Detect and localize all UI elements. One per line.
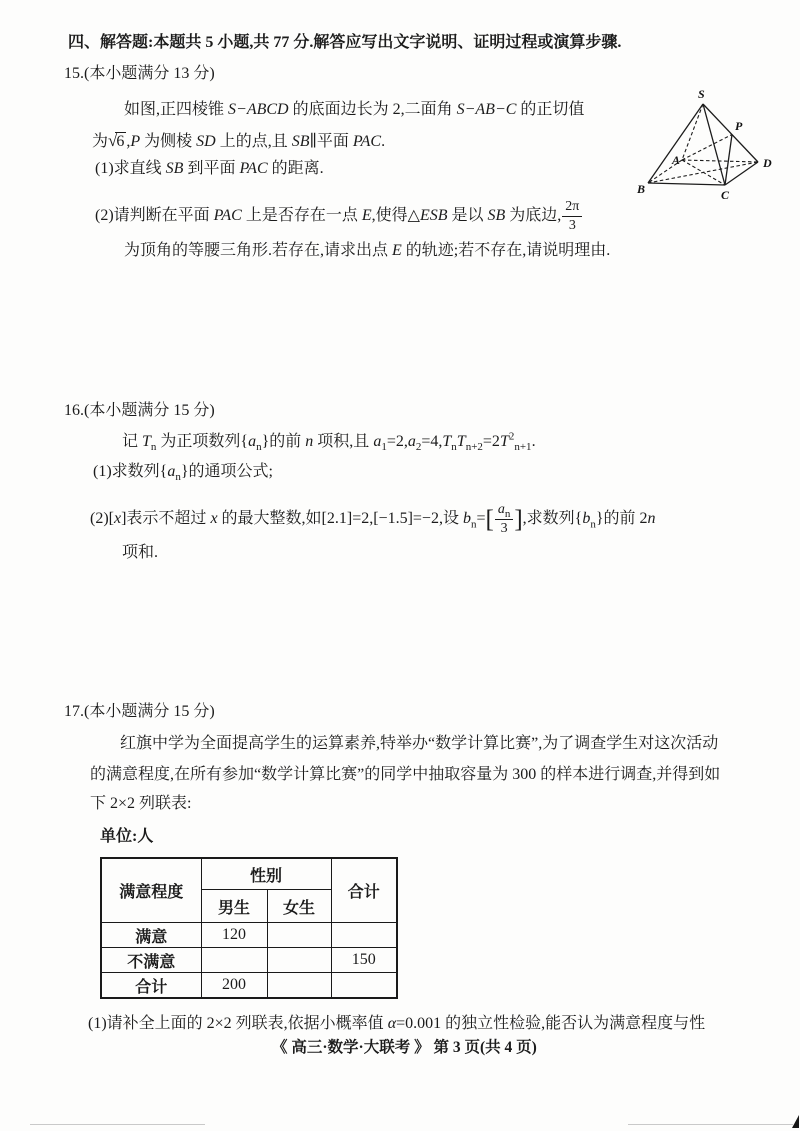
vertex-label-s: S bbox=[698, 87, 705, 101]
cell-unsatisfied-female bbox=[267, 948, 331, 973]
q15-intro-line2: 为√6 ,P 为侧棱 SD 上的点,且 SB∥平面 PAC. bbox=[92, 131, 386, 150]
q17-title: 17.(本小题满分 15 分) bbox=[64, 703, 215, 720]
edge-pc bbox=[725, 135, 732, 186]
cell-satisfied-total bbox=[331, 923, 397, 948]
q17-body-line1: 红旗中学为全面提高学生的运算素养,特举办“数学计算比赛”,为了调查学生对这次活动 bbox=[120, 735, 719, 752]
edge-sa bbox=[682, 104, 703, 160]
q15-part1: (1)求直线 SB 到平面 PAC 的距离. bbox=[95, 160, 324, 177]
table-header-total: 合计 bbox=[331, 858, 397, 923]
unit-label: 单位:人 bbox=[100, 828, 154, 845]
vertex-label-p: P bbox=[735, 119, 743, 133]
vertex-label-d: D bbox=[763, 156, 772, 170]
page-footer: 《 高三·数学·大联考 》 第 3 页(共 4 页) bbox=[272, 1039, 537, 1056]
row-label-satisfied: 满意 bbox=[101, 923, 201, 948]
edge-bc bbox=[648, 183, 725, 185]
table-header-satisfaction: 满意程度 bbox=[101, 858, 201, 923]
cell-total-female bbox=[267, 973, 331, 999]
table-row bbox=[101, 923, 397, 948]
cell-total-male: 200 bbox=[201, 973, 267, 999]
edge-ad bbox=[682, 160, 758, 162]
vertex-label-b: B bbox=[637, 182, 646, 196]
table-row bbox=[101, 948, 397, 973]
q16-part2-line2: 项和. bbox=[122, 544, 159, 561]
scan-corner-mark bbox=[792, 1115, 799, 1128]
q16-intro: 记 $T_n$ 为正项数列$\{a_n\}$的前 n 项积,且 $a_1=2,a_2=4,T_nT_{n+2}=2T^2_{n+1}$. bbox=[122, 430, 536, 454]
cell-unsatisfied-male bbox=[201, 948, 267, 973]
cell-satisfied-male: 120 bbox=[201, 923, 267, 948]
table-header-female: 女生 bbox=[267, 890, 331, 923]
q15-title: 15.(本小题满分 13 分) bbox=[64, 65, 215, 82]
vertex-label-c: C bbox=[721, 188, 730, 202]
q17-part1: (1)请补全上面的 2×2 列联表,依据小概率值 α=0.001 的独立性检验,能否认为满意程度与性 bbox=[88, 1015, 706, 1032]
row-label-total: 合计 bbox=[101, 973, 201, 999]
q17-body-line2: 的满意程度,在所有参加“数学计算比赛”的同学中抽取容量为 300 的样本进行调查,并得到如 bbox=[90, 766, 721, 783]
table-row bbox=[101, 973, 397, 999]
table-header-male: 男生 bbox=[201, 890, 267, 923]
q16-title: 16.(本小题满分 15 分) bbox=[64, 402, 215, 419]
vertex-label-a: A bbox=[672, 153, 681, 167]
q15-part2-line2: 为顶角的等腰三角形.若存在,请求出点 E 的轨迹;若不存在,请说明理由. bbox=[124, 242, 611, 259]
q16-part1: (1)求数列$\{a_n\}$的通项公式; bbox=[93, 463, 273, 484]
edge-ap bbox=[682, 135, 732, 161]
scan-artifact-line bbox=[30, 1124, 205, 1125]
edge-cd bbox=[725, 162, 758, 185]
q17-body-line3: 下 2×2 列联表: bbox=[90, 795, 192, 812]
q16-part2-line1: (2)[x]表示不超过 x 的最大整数,如[2.1]=2,[−1.5]=−2,设 $b_n=$[ $\frac{a_n}{3}$ ],求数列$\{b_n\}$的前 2n bbox=[90, 502, 656, 536]
cell-unsatisfied-total: 150 bbox=[331, 948, 397, 973]
row-label-unsatisfied: 不满意 bbox=[101, 948, 201, 973]
q15-part2-line1: (2)请判断在平面 PAC 上是否存在一点 E,使得△ESB 是以 SB 为底边, $\frac{2\pi}{3}$ bbox=[95, 200, 583, 233]
contingency-table bbox=[100, 857, 398, 999]
pyramid-figure bbox=[636, 84, 786, 209]
scan-artifact-line bbox=[628, 1124, 793, 1125]
cell-satisfied-female bbox=[267, 923, 331, 948]
table-header-gender: 性别 bbox=[201, 858, 331, 890]
edge-sb bbox=[648, 104, 703, 183]
section-header: 四、解答题:本题共 5 小题,共 77 分.解答应写出文字说明、证明过程或演算步骤. bbox=[68, 34, 622, 51]
q15-intro-line1: 如图,正四棱锥 S−ABCD 的底面边长为 2,二面角 S−AB−C 的正切值 bbox=[124, 101, 585, 118]
cell-total-total bbox=[331, 973, 397, 999]
